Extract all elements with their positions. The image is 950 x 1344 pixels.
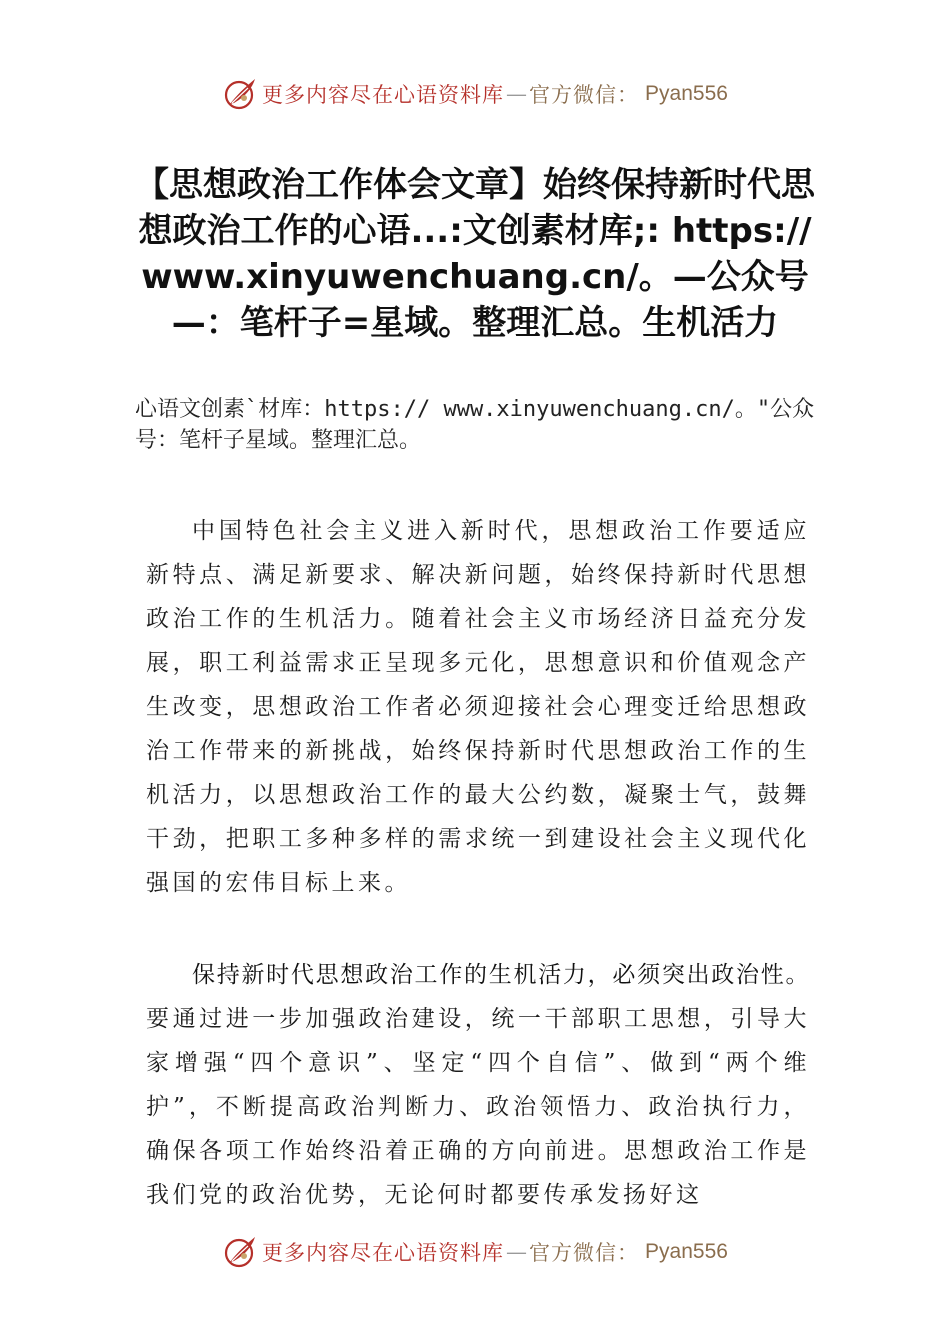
body-paragraph: 中国特色社会主义进入新时代，思想政治工作要适应新特点、满足新要求、解决新问题，始终保持新时代思想政治工作的生机活力。随着社会主义市场经济日益充分发展，职工利益需求正呈现多元化，思想意识和价值观念产生改变，思想政治工作者必须迎接社会心理变迁给思想政治工作带来的新挑战，始终保持新时代思想政治工作的生机活力，以思想政治工作的最大公约数，凝聚士气，鼓舞干劲，把职工多种多样的需求统一到建设社会主义现代化强国的宏伟目标上来。 (146, 518, 810, 896)
banner-wechat-label: 官方微信： (529, 1241, 640, 1265)
document-title: 【思想政治工作体会文章】始终保持新时代思想政治工作的心语...:文创素材库;: https:// www.xinyuwenchuang.cn/。—公众号—：笔杆子=星域。整理汇总。生机活力 (135, 165, 815, 343)
quill-pen-icon (222, 76, 258, 112)
paragraph-body-text: 要通过进一步加强政治建设，统一干部职工思想，引导大家增强“四个意识”、坚定“四个自信”、做到“两个维护”，不断提高政治判断力、政治领悟力、政治执行力，确保各项工作始终沿着正确的方向前进。思想政治工作是我们党的政治优势，无论何时都要传承发扬好这 (146, 1006, 810, 1208)
banner-separator: — (506, 1240, 528, 1264)
banner-wechat-id: Pyan556 (645, 1240, 728, 1263)
banner-wechat-id: Pyan556 (645, 82, 728, 105)
banner-separator: — (506, 82, 528, 106)
paragraph-lead-sentence: 保持新时代思想政治工作的生机活力，必须突出政治性。 (192, 962, 810, 988)
banner-main-text: 更多内容尽在心语资料库 (262, 83, 505, 107)
banner-main-text: 更多内容尽在心语资料库 (262, 1241, 505, 1265)
quill-pen-icon (222, 1234, 258, 1270)
body-paragraph (146, 953, 810, 1217)
header-watermark-banner (0, 72, 950, 116)
banner-wechat-label: 官方微信： (529, 83, 640, 107)
source-note: 心语文创素`材库：https:// www.xinyuwenchuang.cn/。"公众号：笔杆子星域。整理汇总。 (135, 397, 815, 453)
footer-watermark-banner (0, 1230, 950, 1274)
